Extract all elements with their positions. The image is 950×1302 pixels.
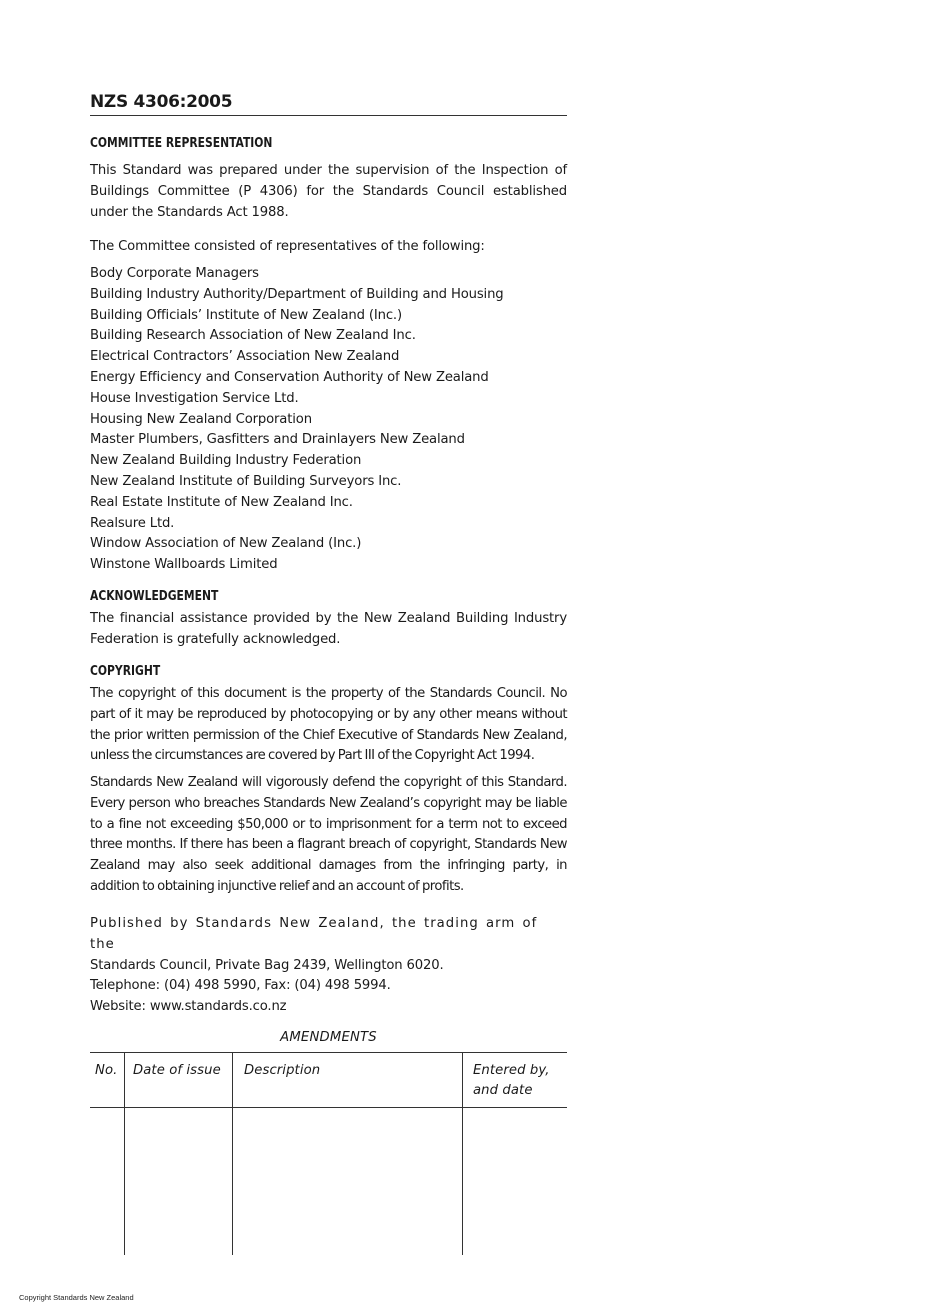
- committee-members-list: [90, 264, 567, 576]
- copyright-paragraph-2: Standards New Zealand will vigorously defend the copyright of this Standard. Every person who breaches Standards New Zealand’s copyright may be liable to a fine not exceeding $50,000 or to imprisonment for a term not to exceed three months. If there has been a flagrant breach of copyright, Standards New Zealand may also seek additional damages from the infringing party, in addition to obtaining injunctive relief and an account of profits.: [90, 775, 567, 894]
- list-item: House Investigation Service Ltd.: [90, 390, 299, 406]
- copyright-paragraph-1: The copyright of this document is the property of the Standards Council. No part of it may be reproduced by photocopying or by any other means without the prior written permission of the Chief Executive of Standards New Zealand, unless the circumstances are covered by Part III of the Copyright Act 1994.: [90, 686, 567, 764]
- publisher-website: Website: www.standards.co.nz: [90, 999, 287, 1015]
- list-item: Housing New Zealand Corporation: [90, 411, 312, 427]
- publisher-line-2: Standards Council, Private Bag 2439, Wellington 6020.: [90, 957, 444, 973]
- document-title: NZS 4306:2005: [90, 92, 567, 116]
- committee-consisted-block: [90, 237, 567, 258]
- amendments-col-date: Date of issue: [133, 1063, 221, 1078]
- list-item: Building Officials’ Institute of New Zealand (Inc.): [90, 307, 402, 323]
- amendments-table: [90, 1052, 567, 1255]
- committee-heading: COMMITTEE REPRESENTATION: [90, 136, 273, 151]
- list-item: Window Association of New Zealand (Inc.): [90, 536, 362, 552]
- amendments-header-rule: [90, 1107, 567, 1108]
- acknowledgement-heading: ACKNOWLEDGEMENT: [90, 589, 219, 604]
- column-divider: [124, 1053, 125, 1255]
- committee-consisted-of: The Committee consisted of representatives of the following:: [90, 239, 485, 254]
- publisher-line-1: Published by Standards New Zealand, the trading arm of the: [90, 916, 538, 952]
- committee-members-block: [90, 264, 567, 576]
- list-item: Realsure Ltd.: [90, 515, 175, 531]
- list-item: Real Estate Institute of New Zealand Inc.: [90, 494, 353, 510]
- copyright-para1-block: [90, 684, 567, 767]
- copyright-section: [90, 664, 567, 679]
- list-item: Building Research Association of New Zealand Inc.: [90, 328, 416, 344]
- list-item: Winstone Wallboards Limited: [90, 557, 278, 573]
- list-item: Energy Efficiency and Conservation Authority of New Zealand: [90, 369, 489, 385]
- committee-section: [90, 136, 567, 151]
- amendments-caption: AMENDMENTS: [280, 1030, 377, 1045]
- list-item: New Zealand Building Industry Federation: [90, 453, 362, 469]
- amendments-col-entered-by: Entered by, and date: [473, 1063, 550, 1098]
- list-item: New Zealand Institute of Building Surveyors Inc.: [90, 473, 402, 489]
- committee-intro-block: [90, 161, 567, 223]
- amendments-col-description: Description: [244, 1063, 321, 1078]
- copyright-heading: COPYRIGHT: [90, 664, 161, 679]
- committee-intro: This Standard was prepared under the supervision of the Inspection of Buildings Committee (P 4306) for the Standards Council established under the Standards Act 1988.: [90, 163, 567, 220]
- footer-copyright-note: Copyright Standards New Zealand: [19, 1293, 134, 1302]
- list-item: Building Industry Authority/Department of Building and Housing: [90, 286, 504, 302]
- column-divider: [232, 1053, 233, 1255]
- list-item: Master Plumbers, Gasfitters and Drainlayers New Zealand: [90, 432, 465, 448]
- list-item: Electrical Contractors’ Association New Zealand: [90, 349, 400, 365]
- list-item: Body Corporate Managers: [90, 266, 259, 281]
- acknowledgement-text: The financial assistance provided by the New Zealand Building Industry Federation is gratefully acknowledged.: [90, 611, 567, 647]
- column-divider: [462, 1053, 463, 1255]
- acknowledgement-text-block: [90, 609, 567, 651]
- acknowledgement-section: [90, 589, 567, 604]
- amendments-col-no: No.: [95, 1063, 118, 1078]
- publisher-contact: Telephone: (04) 498 5990, Fax: (04) 498 5994.: [90, 978, 391, 994]
- copyright-para2-block: [90, 773, 567, 898]
- publisher-block: [90, 914, 567, 1018]
